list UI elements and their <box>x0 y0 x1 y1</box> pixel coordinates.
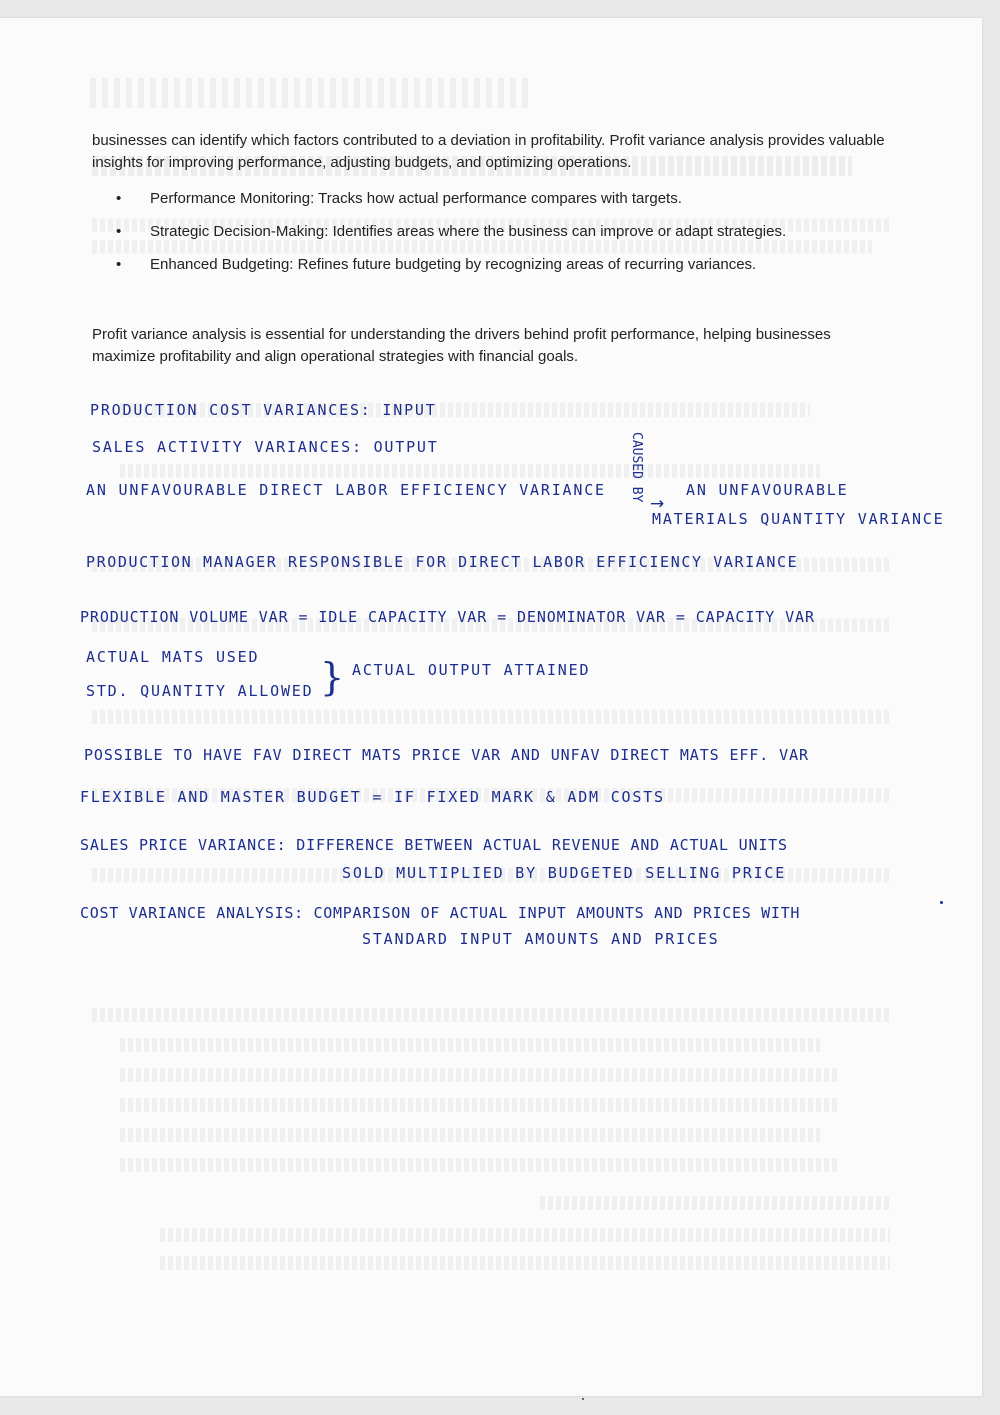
handwritten-note: CAUSED BY <box>629 432 644 503</box>
handwritten-note: AN UNFAVOURABLE DIRECT LABOR EFFICIENCY VARIANCE <box>86 481 606 499</box>
document-page <box>0 18 982 1396</box>
handwritten-note: ACTUAL MATS USED <box>86 648 260 666</box>
handwritten-note: COST VARIANCE ANALYSIS: COMPARISON OF ACTUAL INPUT AMOUNTS AND PRICES WITH <box>80 904 801 922</box>
summary-paragraph: Profit variance analysis is essential for understanding the drivers behind profit performance, helping businesses maximize profitability and align operational strategies with financial goals. <box>92 326 831 365</box>
handwritten-note: PRODUCTION VOLUME VAR = IDLE CAPACITY VAR = DENOMINATOR VAR = CAPACITY VAR <box>80 608 815 626</box>
arrow-icon: → <box>650 494 665 514</box>
handwritten-note: SALES ACTIVITY VARIANCES: OUTPUT <box>92 438 439 456</box>
brace-mark: } <box>320 655 345 699</box>
handwritten-note: PRODUCTION COST VARIANCES: INPUT <box>90 401 437 419</box>
handwritten-note: STD. QUANTITY ALLOWED <box>86 682 314 700</box>
handwritten-note: SOLD MULTIPLIED BY BUDGETED SELLING PRICE <box>342 864 787 882</box>
list-item: • Performance Monitoring: Tracks how actual performance compares with targets. <box>112 188 832 210</box>
list-item: • Enhanced Budgeting: Refines future budgeting by recognizing areas of recurring variances. <box>112 254 832 276</box>
handwritten-note: FLEXIBLE AND MASTER BUDGET = IF FIXED MARK & ADM COSTS <box>80 788 665 806</box>
ink-dot <box>940 901 943 904</box>
handwritten-note: ACTUAL OUTPUT ATTAINED <box>352 661 591 679</box>
handwritten-note: MATERIALS QUANTITY VARIANCE <box>652 510 945 528</box>
list-item: • Strategic Decision-Making: Identifies areas where the business can improve or adapt strategies. <box>112 221 832 243</box>
scan-speck <box>582 1398 584 1400</box>
handwritten-note: POSSIBLE TO HAVE FAV DIRECT MATS PRICE VAR AND UNFAV DIRECT MATS EFF. VAR <box>84 746 809 764</box>
handwritten-note: AN UNFAVOURABLE <box>686 481 849 499</box>
handwritten-note: PRODUCTION MANAGER RESPONSIBLE FOR DIRECT LABOR EFFICIENCY VARIANCE <box>86 553 799 571</box>
handwritten-note: SALES PRICE VARIANCE: DIFFERENCE BETWEEN ACTUAL REVENUE AND ACTUAL UNITS <box>80 836 788 854</box>
handwritten-note: STANDARD INPUT AMOUNTS AND PRICES <box>362 930 720 948</box>
intro-paragraph: businesses can identify which factors contributed to a deviation in profitability. Profit variance analysis provides valuable insights for improving performance, adjusting budgets, and optimizing operations. <box>92 132 885 171</box>
benefits-list <box>112 188 832 287</box>
